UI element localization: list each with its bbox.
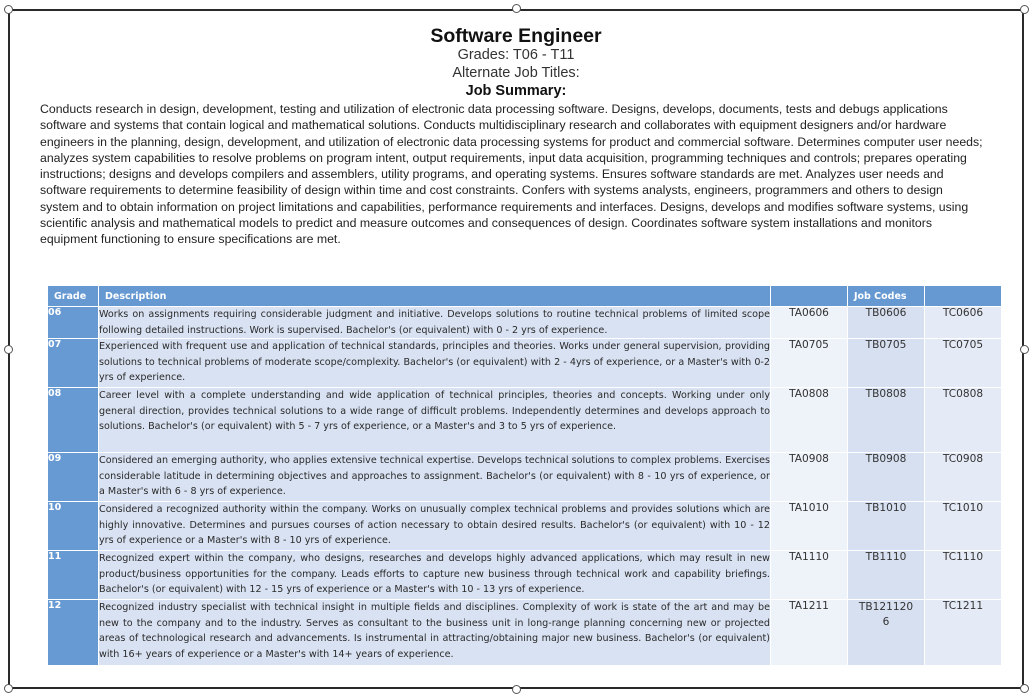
job-summary-heading: Job Summary:: [465, 83, 567, 99]
resize-handle-top-center[interactable]: [512, 4, 521, 13]
code-b-cell: TB0908: [848, 453, 925, 502]
job-grade-table: [47, 285, 1002, 666]
code-c-cell: TC0705: [925, 339, 1002, 388]
description-cell: Considered an emerging authority, who applies extensive technical expertise. Develops technical solutions to complex problems. Exercises considerable latitude in determining objectives and approaches to assignment. Bachelor's (or equivalent) with 8 - 10 yrs of experience, or a Master's with 6 - 8 yrs of experience.: [99, 453, 771, 502]
grade-cell: 10: [48, 502, 99, 551]
header-code-c: [925, 286, 1002, 307]
code-c-cell: TC1010: [925, 502, 1002, 551]
header-code-a: [771, 286, 848, 307]
code-a-cell: TA1010: [771, 502, 848, 551]
table-row: [48, 502, 1002, 551]
code-b-cell: TB1010: [848, 502, 925, 551]
code-c-cell: TC0606: [925, 307, 1002, 339]
table-row: [48, 388, 1002, 453]
code-c-cell: TC0908: [925, 453, 1002, 502]
grade-cell: 07: [48, 339, 99, 388]
table-row: [48, 453, 1002, 502]
code-b-cell: [848, 600, 925, 666]
code-c-cell: TC0808: [925, 388, 1002, 453]
code-a-cell: TA0705: [771, 339, 848, 388]
code-b-text: TB1211206: [858, 601, 914, 628]
code-a-cell: TA0606: [771, 307, 848, 339]
resize-handle-bottom-left[interactable]: [4, 684, 13, 693]
code-a-cell: TA1211: [771, 600, 848, 666]
resize-handle-bottom-right[interactable]: [1020, 684, 1029, 693]
code-b-cell: TB0705: [848, 339, 925, 388]
table-row: [48, 307, 1002, 339]
alternate-job-titles: Alternate Job Titles:: [452, 65, 580, 81]
table-row: [48, 551, 1002, 600]
grade-cell: 11: [48, 551, 99, 600]
grade-cell: 08: [48, 388, 99, 453]
job-title: Software Engineer: [430, 25, 602, 47]
code-a-cell: TA1110: [771, 551, 848, 600]
header-description: Description: [99, 286, 771, 307]
resize-handle-middle-left[interactable]: [4, 345, 13, 354]
resize-handle-bottom-center[interactable]: [512, 685, 521, 694]
grade-cell: 09: [48, 453, 99, 502]
resize-handle-top-left[interactable]: [4, 5, 13, 14]
resize-handle-middle-right[interactable]: [1020, 345, 1029, 354]
description-cell: Experienced with frequent use and application of technical standards, principles and theories. Works under general supervision, providing solutions to technical problems of moderate scope/complexity. Bachelor's (or equivalent) with 2 - 4yrs of experience, or a Master's with 0-2 yrs of experience.: [99, 339, 771, 388]
description-cell: Recognized expert within the company, who designs, researches and develops highly advanced applications, which may result in new product/business opportunities for the company. Leads efforts to capture new business through technical work and capability briefings. Bachelor's (or equivalent) with 12 - 15 yrs of experience or a Master's with 10 - 13 yrs of experience.: [99, 551, 771, 600]
code-a-cell: TA0908: [771, 453, 848, 502]
description-cell: Recognized industry specialist with technical insight in multiple fields and disciplines. Complexity of work is state of the art and may be new to the company and to the industry. Serves as consultant to the business unit in long-range planning concerning new or projected areas of technological research and advancements. Is instrumental in attracting/obtaining major new business. Bachelor's (or equivalent) with 16+ years of experience or a Master's with 14+ years of experience.: [99, 600, 771, 666]
description-cell: Career level with a complete understanding and wide application of technical principles, theories and concepts. Working under only general direction, provides technical solutions to a wide range of difficult problems. Independently determines and develops approach to solutions. Bachelor's (or equivalent) with 5 - 7 yrs of experience, or a Master's and 3 to 5 yrs of experience.: [99, 388, 771, 453]
code-c-cell: TC1110: [925, 551, 1002, 600]
grades-line: Grades: T06 - T11: [457, 47, 575, 63]
grade-cell: 12: [48, 600, 99, 666]
code-c-cell: TC1211: [925, 600, 1002, 666]
code-a-cell: TA0808: [771, 388, 848, 453]
table-row: [48, 600, 1002, 666]
code-b-cell: TB1110: [848, 551, 925, 600]
table-row: [48, 339, 1002, 388]
description-cell: Considered a recognized authority within the company. Works on unusually complex technical problems and provides solutions which are highly innovative. Determines and pursues courses of action necessary to obtain desired results. Bachelor's (or equivalent) with 10 - 12 yrs of experience or a Master's with 8 - 10 yrs of experience.: [99, 502, 771, 551]
description-cell: Works on assignments requiring considerable judgment and initiative. Develops solutions to routine technical problems of limited scope following detailed instructions. Work is supervised. Bachelor's (or equivalent) with 0 - 2 yrs of experience.: [99, 307, 771, 339]
table-header-row: [48, 286, 1002, 307]
resize-handle-top-right[interactable]: [1020, 5, 1029, 14]
job-summary-text: Conducts research in design, development, testing and utilization of electronic data processing software. Designs, develops, documents, tests and debugs applications software and systems that contain logical and mathematical solutions. Conducts multidisciplinary research and collaborates with equipment designers and/or hardware engineers in the planning, design, development, and utilization of electronic data processing systems for product and commercial software. Determines computer user needs; analyzes system capabilities to resolve problems on program intent, output requirements, input data acquisition, programming techniques and controls; prepares operating instructions; designs and develops compilers and assemblers, utility programs, and operating systems. Ensures software standards are met. Analyzes user needs and software requirements to determine feasibility of design within time and cost constraints. Confers with systems analysts, engineers, programmers and others to design system and to obtain information on project limitations and capabilities, performance requirements and interfaces. Designs, develops and modifies software systems, using scientific analysis and mathematical models to predict and measure outcomes and consequences of design. Coordinates software system installations and monitors equipment functioning to ensure specifications are met.: [40, 102, 983, 247]
header-grade: Grade: [48, 286, 99, 307]
grade-cell: 06: [48, 307, 99, 339]
code-b-cell: TB0606: [848, 307, 925, 339]
header-job-codes: Job Codes: [848, 286, 925, 307]
code-b-cell: TB0808: [848, 388, 925, 453]
